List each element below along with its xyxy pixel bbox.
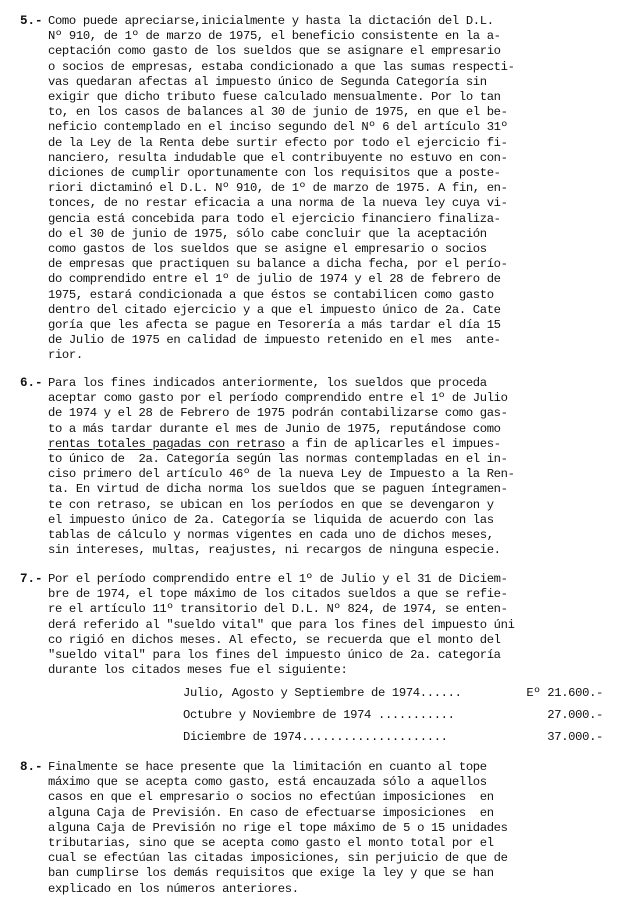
text-line: to, en los casos de balances al 30 de junio de 1975, en que el be-	[48, 105, 508, 120]
text-line: exigir que dicho tributo fuese calculado mensualmente. Por lo tan	[48, 90, 501, 105]
text-line: ciso primero del artículo 46º de la nueva Ley de Impuesto a la Ren-	[48, 467, 515, 482]
text-line: to único de 2a. Categoría según las normas contempladas en el in-	[48, 452, 508, 467]
section-number: 6.-	[20, 376, 43, 390]
text-line: de la Ley de la Renta debe surtir efecto por todo el ejercicio fi-	[48, 135, 508, 150]
section-8	[20, 760, 620, 897]
text-line: 1975, estará condicionada a que éstos se contabilicen como gasto	[48, 287, 494, 302]
text-line: rior.	[48, 348, 83, 363]
text-line: Como puede apreciarse,inicialmente y hasta la dictación del D.L.	[48, 14, 494, 28]
text-line: riori dictaminó el D.L. Nº 910, de 1º de marzo de 1975. A fin, en-	[48, 181, 508, 196]
text-line: do comprendido entre el 1º de julio de 1974 y el 28 de febrero de	[48, 272, 501, 287]
section-5	[20, 14, 620, 364]
text-line: nanciero, resulta indudable que el contribuyente no estuvo en con-	[48, 150, 508, 165]
section-7	[20, 572, 620, 678]
text-line: bre de 1974, el tope máximo de los citados sueldos a que se refie-	[48, 587, 508, 602]
table-row	[183, 682, 603, 704]
table-row	[183, 726, 603, 748]
text-line: gencia está concebida para todo el ejercicio financiero finaliza-	[48, 211, 501, 226]
text-line: co rigió en dichos meses. Al efecto, se recuerda que el monto del	[48, 632, 501, 647]
text-line: ceptación como gasto de los sueldos que se asignare el empresario	[48, 44, 501, 59]
text-line-rest: a fin de aplicarles el impues-	[284, 436, 501, 451]
text-line: de empresas que practiquen su balance a dicha fecha, por el perío-	[48, 257, 508, 272]
text-line: alguna Caja de Previsión. En caso de efectuarse imposiciones en	[48, 805, 494, 820]
text-line: re el artículo 11º transitorio del D.L. Nº 824, de 1974, se enten-	[48, 602, 508, 617]
text-line: Para los fines indicados anteriormente, los sueldos que proceda	[48, 376, 487, 390]
underlined-phrase: rentas totales pagadas con retraso	[48, 436, 285, 451]
text-line: dentro del citado ejercicio y a que el impuesto único de 2a. Cate	[48, 302, 501, 317]
amount-value: 37.000.-	[547, 730, 603, 744]
text-line: vas quedaran afectas al impuesto único de Segunda Categoría sin	[48, 74, 487, 89]
amount-value: 27.000.-	[547, 708, 603, 722]
text-line	[20, 437, 620, 452]
text-line: casos en que el empresario o socios no efectúan imposiciones en	[48, 790, 494, 805]
section-number: 5.-	[20, 14, 43, 28]
section-number: 8.-	[20, 760, 43, 774]
text-line: sin intereses, multas, reajustes, ni recargos de ninguna especie.	[48, 543, 501, 558]
text-line: do el 30 de junio de 1975, sólo cabe concluir que la aceptación	[48, 226, 487, 241]
section-text	[20, 572, 620, 678]
text-line: tonces, de no restar eficacia a una norma de la nueva ley cuya vi-	[48, 196, 508, 211]
text-line: el impuesto único de 2a. Categoría se liquida de acuerdo con las	[48, 512, 494, 527]
text-line: te con retraso, se ubican en los períodos en que se devengaron y	[48, 497, 494, 512]
text-line: de Julio de 1975 en calidad de impuesto retenido en el mes ante-	[48, 333, 501, 348]
text-line: de 1974 y el 28 de Febrero de 1975 podrán contabilizarse como gas-	[48, 406, 508, 421]
text-line: Nº 910, de 1º de marzo de 1975, el beneficio consistente en la a-	[48, 29, 501, 44]
text-line: como gastos de los sueldos que se asigne el empresario o socios	[48, 242, 487, 257]
text-line: ban cumplirse los demás requisitos que exige la ley y que se han	[48, 866, 494, 881]
text-line: Por el período comprendido entre el 1º de Julio y el 31 de Diciem-	[48, 572, 508, 586]
section-text	[20, 376, 620, 558]
period-label: Octubre y Noviembre de 1974 ...........	[183, 708, 455, 722]
text-line: durante los citados meses fue el siguiente:	[48, 663, 348, 678]
text-line: explicado en los números anteriores.	[48, 881, 299, 896]
text-line: Finalmente se hace presente que la limitación en cuanto al tope	[48, 760, 487, 774]
section-6	[20, 376, 620, 558]
text-line: to a más tardar durante el mes de Junio de 1975, reputándose como	[48, 421, 501, 436]
text-line: o socios de empresas, estaba condicionado a que las sumas respecti-	[48, 59, 515, 74]
sueldo-vital-table	[183, 682, 603, 748]
section-text	[20, 760, 620, 897]
text-line: aceptar como gasto por el período comprendido entre el 1º de Julio	[48, 391, 508, 406]
period-label: Diciembre de 1974.....................	[183, 730, 448, 744]
text-line: goría que les afecta se pague en Tesorería a más tardar el día 15	[48, 318, 501, 333]
text-line: tablas de cálculo y normas vigentes en cada uno de dichos meses,	[48, 528, 494, 543]
text-line: tributarias, sino que se acepta como gasto el monto total por el	[48, 836, 494, 851]
table-row	[183, 704, 603, 726]
period-label: Julio, Agosto y Septiembre de 1974......	[183, 686, 462, 700]
text-line: máximo que se acepta como gasto, está encauzada sólo a aquellos	[48, 775, 487, 790]
section-text	[20, 14, 620, 364]
text-line: diciones de cumplir oportunamente con los requisitos que a poste-	[48, 166, 501, 181]
amount-value: Eº 21.600.-	[526, 686, 603, 700]
text-line: alguna Caja de Previsión no rige el tope máximo de 5 o 15 unidades	[48, 820, 508, 835]
text-line: "sueldo vital" para los fines del impuesto único de 2a. categoría	[48, 648, 501, 663]
text-line: ta. En virtud de dicha norma los sueldos que se paguen íntegramen-	[48, 482, 508, 497]
text-line: neficio contemplado en el inciso segundo del Nº 6 del artículo 31º	[48, 120, 508, 135]
text-line: derá referido al "sueldo vital" que para los fines del impuesto úni	[48, 617, 515, 632]
section-number: 7.-	[20, 572, 43, 586]
text-line: cual se efectúan las citadas imposiciones, sin perjuicio de que de	[48, 851, 508, 866]
